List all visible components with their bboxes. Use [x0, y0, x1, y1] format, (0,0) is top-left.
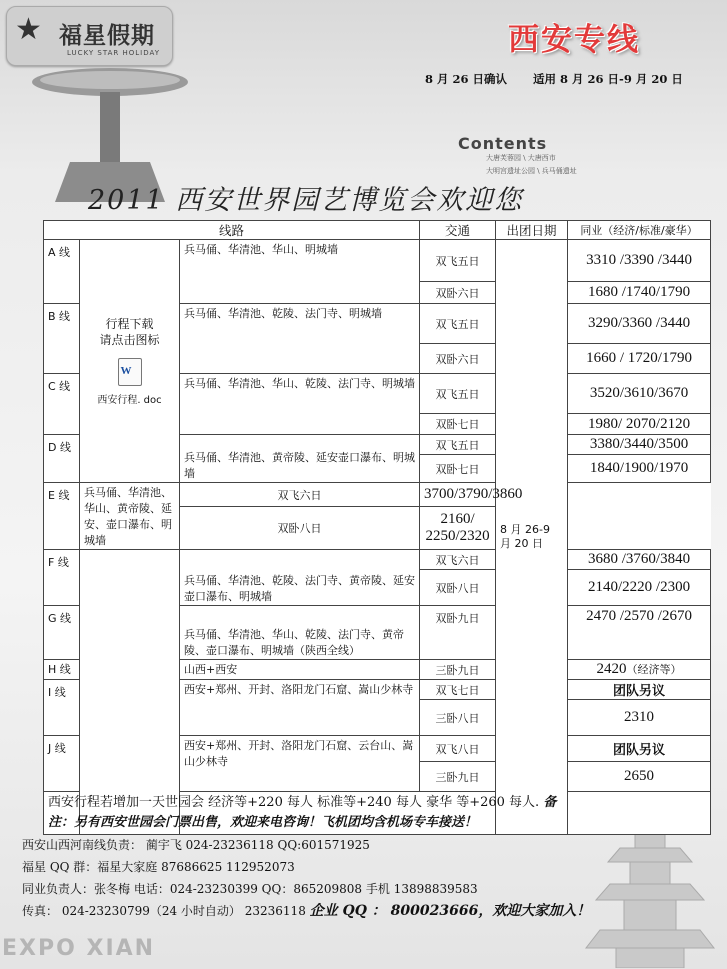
transport-cell: 双卧八日 — [420, 570, 496, 606]
contact-line: 福星 QQ 群：福星大家庭 87686625 112952073 — [22, 860, 295, 874]
price-cell: 1980/ 2070/2120 — [568, 414, 711, 435]
price-cell: 2650 — [568, 762, 711, 792]
price-cell: 团队另议 — [568, 736, 711, 762]
price-cell: 3310 /3390 /3440 — [568, 240, 711, 282]
brand-name: 福星假期 — [59, 22, 155, 49]
route-cell: 兵马俑、华清池、乾陵、法门寺、明城墙 — [180, 304, 420, 374]
note-row — [44, 792, 711, 835]
contact-line: 西安山西河南线负责： 蔺宇飞 024-23236118 QQ:601571925 — [22, 838, 370, 852]
transport-cell: 三卧八日 — [420, 700, 496, 736]
note-line-2: 注：另有西安世园会门票出售，欢迎来电咨询！飞机团均含机场专车接送！ — [48, 815, 478, 830]
price-cell: 2140/2220 /2300 — [568, 570, 711, 606]
price-cell: 2160/ 2250/2320 — [420, 507, 496, 550]
transport-cell: 双卧七日 — [420, 455, 496, 483]
transport-cell: 双飞五日 — [420, 240, 496, 282]
price-value: 2420 — [596, 661, 627, 677]
route-cell: 兵马俑、华清池、黄帝陵、延安壶口瀑布、明城墙 — [180, 435, 420, 483]
price-cell: 2310 — [568, 700, 711, 736]
price-cell: 团队另议 — [568, 680, 711, 700]
download-cell — [80, 240, 180, 483]
contact-line — [22, 900, 590, 922]
route-cell: 兵马俑、华清池、华山、乾陵、法门寺、明城墙 — [180, 374, 420, 435]
table-header-row — [44, 221, 711, 240]
star-logo-icon: ★ — [15, 12, 42, 47]
route-cell: 山西+西安 — [180, 660, 420, 680]
departure-dates: 8 月 26-9 月 20 日 — [500, 523, 550, 550]
line-label: H 线 — [44, 660, 80, 680]
line-label: G 线 — [44, 606, 80, 660]
transport-cell: 双飞五日 — [420, 374, 496, 414]
transport-cell: 双飞六日 — [420, 550, 496, 570]
table-row — [44, 550, 711, 570]
expo-banner: 2011 西安世界园艺博览会欢迎您 — [88, 185, 524, 216]
brand-subtitle: LUCKY STAR HOLIDAY — [67, 49, 160, 57]
line-label: A 线 — [44, 240, 80, 304]
brand-logo — [6, 6, 173, 66]
header-price: 同业（经济/标准/豪华） — [568, 221, 711, 240]
header-departure: 出团日期 — [496, 221, 568, 240]
price-cell — [568, 660, 711, 680]
contents-item: 大明宫遗址公园 \ 兵马俑遗址 — [486, 167, 577, 175]
header-route: 线路 — [44, 221, 420, 240]
download-hint: 请点击图标 — [99, 333, 160, 347]
table-row — [44, 483, 711, 507]
valid-range: 适用 8 月 26 日-9 月 20 日 — [533, 72, 683, 86]
transport-cell: 双卧六日 — [420, 344, 496, 374]
transport-cell: 双卧七日 — [420, 414, 496, 435]
price-cell: 3700/3790/3860 — [420, 483, 496, 507]
word-doc-icon[interactable] — [118, 358, 142, 386]
route-cell: 兵马俑、华清池、华山、明城墙 — [180, 240, 420, 304]
itinerary-table — [43, 220, 711, 835]
transport-cell: 双飞七日 — [420, 680, 496, 700]
departure-date-cell — [496, 240, 568, 835]
note-cell — [44, 792, 711, 835]
enterprise-qq: 企业 QQ ： 800023666，欢迎大家加入！ — [309, 903, 591, 919]
page-title: 西安专线 — [508, 22, 640, 58]
line-label: J 线 — [44, 736, 80, 792]
header-transport: 交通 — [420, 221, 496, 240]
confirm-date: 8 月 26 日确认 — [425, 72, 508, 86]
transport-cell: 双卧六日 — [420, 282, 496, 304]
contents-list — [486, 152, 577, 178]
route-cell: 兵马俑、华清池、乾陵、法门寺、黄帝陵、延安壶口瀑布、明城墙 — [180, 550, 420, 606]
fax-info: 传真： 024-23230799（24 小时自动） 23236118 — [22, 904, 310, 918]
line-label: E 线 — [44, 483, 80, 550]
route-cell: 兵马俑、华清池、华山、乾陵、法门寺、黄帝陵、壶口瀑布、明城墙（陕西全线） — [180, 606, 420, 660]
price-cell: 2470 /2570 /2670 — [568, 606, 711, 660]
transport-cell: 双卧九日 — [420, 606, 496, 660]
line-label: B 线 — [44, 304, 80, 374]
line-label: F 线 — [44, 550, 80, 606]
route-cell: 兵马俑、华清池、华山、黄帝陵、延安、壶口瀑布、明城墙 — [80, 483, 180, 550]
price-cell: 1680 /1740/1790 — [568, 282, 711, 304]
download-title: 行程下载 — [105, 317, 154, 331]
transport-cell: 双飞八日 — [420, 736, 496, 762]
transport-cell: 双飞五日 — [420, 435, 496, 455]
price-note: （经济等） — [626, 664, 682, 676]
contact-line: 同业负责人：张冬梅 电话：024-23230399 QQ：865209808 手机 13898839583 — [22, 882, 478, 896]
line-label: I 线 — [44, 680, 80, 736]
transport-cell: 双飞五日 — [420, 304, 496, 344]
transport-cell: 三卧九日 — [420, 660, 496, 680]
expo-watermark: EXPO XIAN — [2, 936, 156, 961]
route-cell: 西安+郑州、开封、洛阳龙门石窟、云台山、嵩山少林寺 — [180, 736, 420, 792]
price-cell: 3680 /3760/3840 — [568, 550, 711, 570]
validity-info — [425, 71, 705, 87]
table-row — [44, 240, 711, 282]
price-cell: 3290/3360 /3440 — [568, 304, 711, 344]
transport-cell: 三卧九日 — [420, 762, 496, 792]
contents-heading: Contents — [458, 134, 548, 153]
transport-cell: 双卧八日 — [180, 507, 420, 550]
note-line-1-tail: 备 — [543, 795, 557, 810]
route-cell: 西安+郑州、开封、洛阳龙门石窟、嵩山少林寺 — [180, 680, 420, 736]
line-label: C 线 — [44, 374, 80, 435]
transport-cell: 双飞六日 — [180, 483, 420, 507]
contents-item: 大唐芙蓉园 \ 大唐西市 — [486, 154, 556, 162]
price-cell: 3380/3440/3500 — [568, 435, 711, 455]
price-cell: 1840/1900/1970 — [568, 455, 711, 483]
line-label: D 线 — [44, 435, 80, 483]
note-line-1: 西安行程若增加一天世园会 经济等+220 每人 标准等+240 每人 豪华 等+260 每人. — [48, 795, 540, 810]
price-cell: 3520/3610/3670 — [568, 374, 711, 414]
doc-filename[interactable]: 西安行程. doc — [97, 395, 162, 406]
price-cell: 1660 / 1720/1790 — [568, 344, 711, 374]
contact-info — [22, 834, 590, 922]
